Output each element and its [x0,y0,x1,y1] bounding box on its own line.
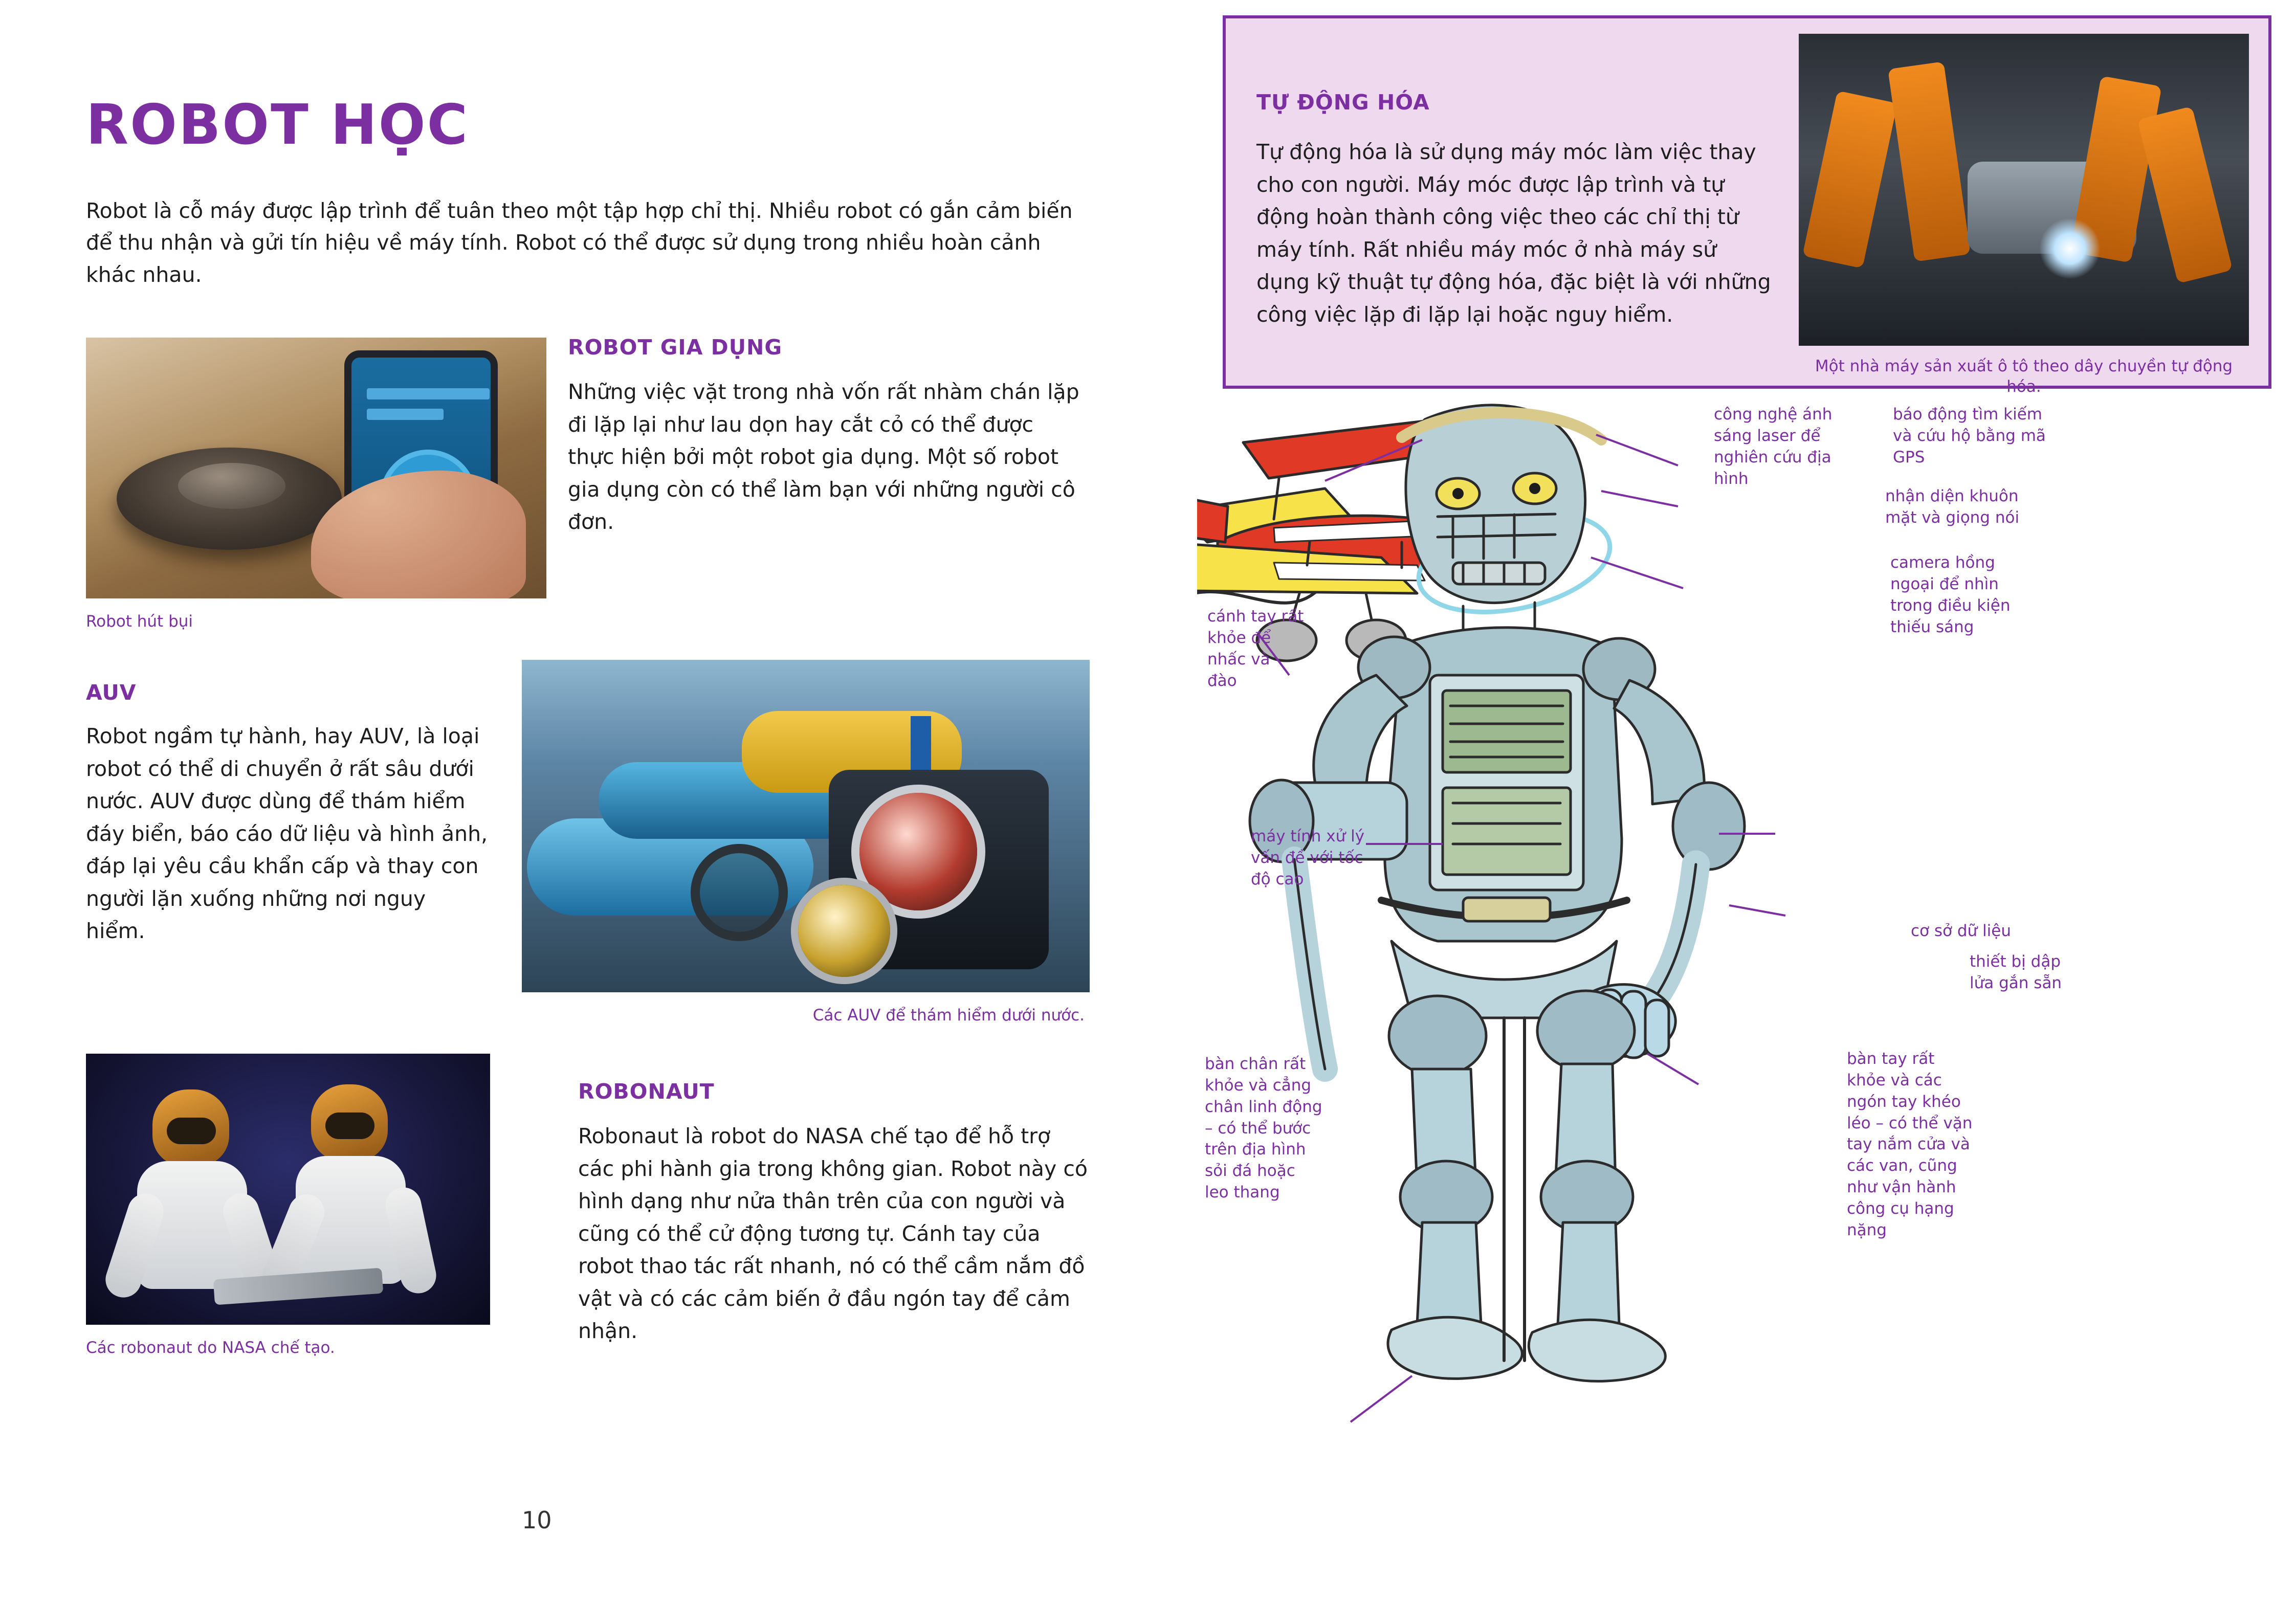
robot-illustration [1197,389,2296,1601]
robonaut-head [152,1089,229,1166]
heading-automation: TỰ ĐỘNG HÓA [1256,90,1430,115]
annotation-laser: công nghệ ánh sáng laser để nghiên cứu địa hình [1714,405,1833,488]
caption-robonaut: Các robonaut do NASA chế tạo. [86,1339,335,1357]
phone-ui-bar [367,388,490,399]
page-number: 10 [522,1506,552,1534]
caption-factory: Một nhà máy sản xuất ô tô theo dây chuyền tự động hóa. [1815,357,2233,396]
intro-paragraph: Robot là cỗ máy được lập trình để tuân theo một tập hợp chỉ thị. Nhiều robot có gắn cảm biến để thu nhận và gửi tín hiệu về máy tính. Robot có thể được sử dụng trong nhiều hoàn cảnh khác nhau. [86,198,1073,287]
auv-light-red [859,793,977,910]
robonaut-head [311,1084,388,1161]
right-page [1197,0,2296,1601]
annotation-cpu: máy tính xử lý vấn đề với tốc độ cao [1251,827,1365,888]
heading-robot-gia-dung: ROBOT GIA DỤNG [568,335,782,360]
photo-robonaut [86,1054,490,1325]
photo-robot-vacuum [86,338,546,598]
caption-auv: Các AUV để thám hiểm dưới nước. [812,1006,1085,1025]
caption-vacuum: Robot hút bụi [86,612,193,631]
text-auv: Robot ngầm tự hành, hay AUV, là loại robot có thể di chuyển ở rất sâu dưới nước. AUV được dùng để thám hiểm đáy biển, báo cáo dữ liệu và hình ảnh, đáp lại yêu cầu khẩn cấp và thay con người lặn xuống những nơi nguy hiểm. [86,724,488,944]
robonaut-visor [325,1112,374,1139]
automation-callout-box [1223,15,2271,396]
factory-robot-arm [1888,61,1971,262]
annotation-infrared: camera hồng ngoại để nhìn trong điều kiện thiếu sáng [1890,553,2011,636]
heading-robonaut: ROBONAUT [578,1079,715,1104]
photo-auv [522,660,1090,992]
auv-light-yellow [798,885,890,977]
annotation-hands: bàn tay rất khỏe và các ngón tay khéo léo – có thể vặn tay nắm cửa và các van, cũng như vận hành công cụ hạng nặng [1847,1050,1973,1239]
text-automation: Tự động hóa là sử dụng máy móc làm việc thay cho con người. Máy móc được lập trình và tự động hoàn thành công việc theo các chỉ thị từ máy tính. Rất nhiều máy móc ở nhà máy sử dụng kỹ thuật tự động hóa, đặc biệt là với những công việc lặp đi lặp lại hoặc nguy hiểm. [1256,140,1771,327]
annotation-gps: báo động tìm kiếm và cứu hộ bằng mã GPS [1893,405,2046,466]
robonaut-visor [167,1118,216,1144]
page-title: ROBOT HỌC [86,93,469,158]
annotation-face-voice: nhận diện khuôn mặt và giọng nói [1885,487,2020,527]
photo-car-factory [1799,34,2249,346]
text-robot-gia-dung: Những việc vặt trong nhà vốn rất nhàm chán lặp đi lặp lại như lau dọn hay cắt cỏ có thể được thực hiện bởi một robot gia dụng. Một số robot gia dụng còn có thể làm bạn với những người cô đơn. [568,380,1079,535]
factory-robot-arm [2137,106,2233,284]
robot-drawing [1197,389,2296,1601]
text-robonaut: Robonaut là robot do NASA chế tạo để hỗ trợ các phi hành gia trong không gian. Robot này có hình dạng như nửa thân trên của con người và cũng có thể cử động tương tự. Cánh tay của robot thao tác rất nhanh, nó có thể cầm nắm đồ vật và có các cảm biến ở đầu ngón tay để cảm nhận. [578,1124,1088,1344]
hand [311,471,526,598]
vacuum-body [117,448,342,550]
annotation-feet: bàn chân rất khỏe và cẳng chân linh động – có thể bước trên địa hình sỏi đá hoặc leo thang [1205,1055,1322,1202]
annotation-arm: cánh tay rất khỏe để nhấc và đào [1207,607,1304,690]
heading-auv: AUV [86,680,137,705]
welding-spark [2039,218,2101,279]
robonaut-figure [152,1089,229,1166]
annotation-extinguisher: thiết bị dập lửa gắn sẵn [1970,952,2062,992]
factory-robot-arm [1802,91,1897,269]
robonaut-figure [311,1084,388,1161]
annotation-database: cơ sở dữ liệu [1911,922,2011,940]
auv-propeller [691,844,788,941]
phone-ui-bar [367,409,444,420]
